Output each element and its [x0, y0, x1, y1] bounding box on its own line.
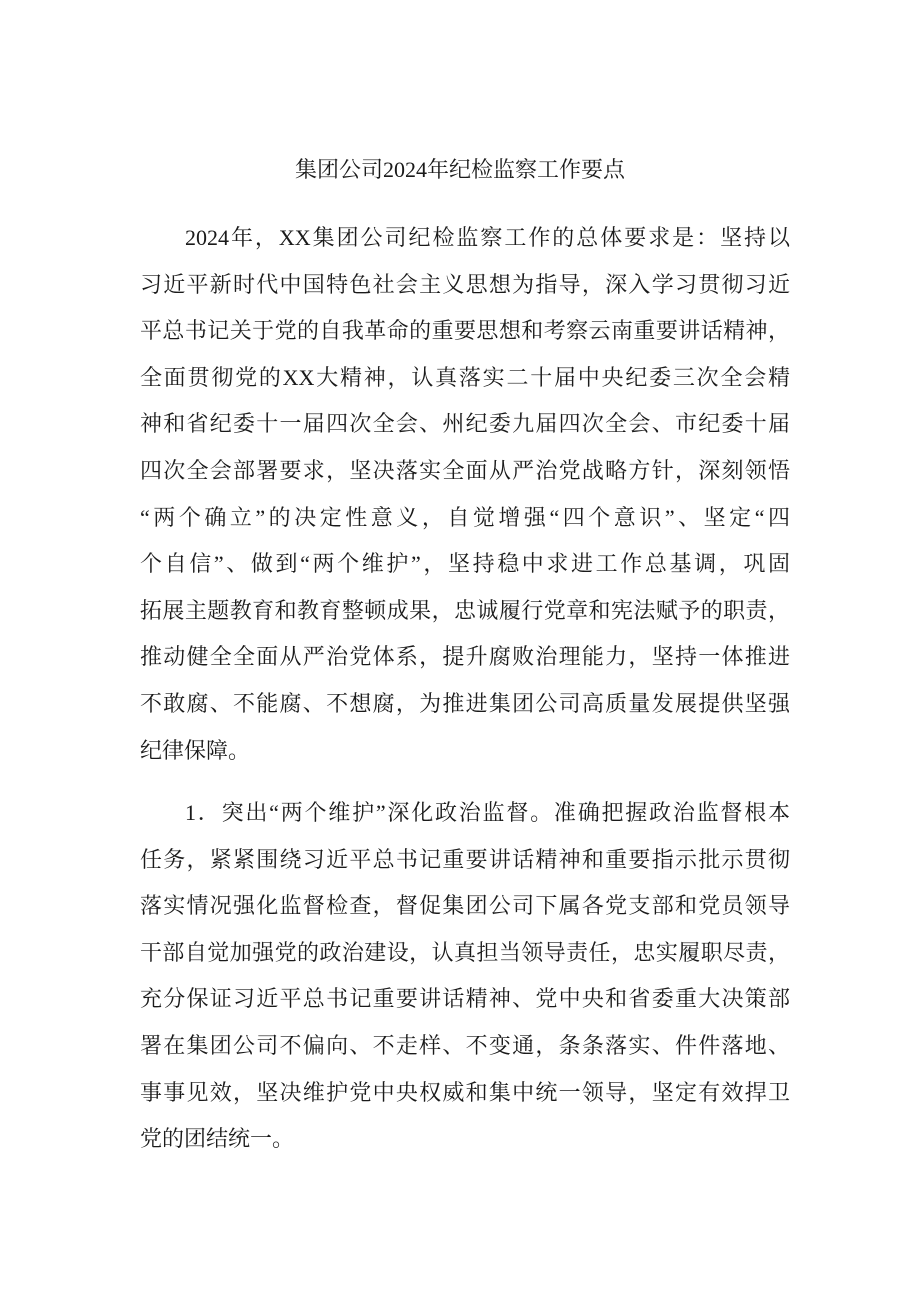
paragraph-line: 拓展主题教育和教育整顿成果，忠诚履行党章和宪法赋予的职责，	[140, 597, 790, 623]
paragraph-line: 2024年，XX集团公司纪检监察工作的总体要求是：坚持以	[185, 225, 790, 250]
paragraph-line: 神和省纪委十一届四次全会、州纪委九届四次全会、市纪委十届	[140, 411, 790, 437]
paragraph-line: 充分保证习近平总书记重要讲话精神、党中央和省委重大决策部	[140, 986, 790, 1012]
paragraph-line: 不敢腐、不能腐、不想腐，为推进集团公司高质量发展提供坚强	[140, 690, 790, 716]
paragraph-political-supervision	[140, 790, 790, 1163]
paragraph-line: 任务，紧紧围绕习近平总书记重要讲话精神和重要指示批示贯彻	[140, 846, 790, 872]
paragraph-line: 党的团结统一。	[140, 1126, 295, 1152]
paragraph-line: 落实情况强化监督检查，督促集团公司下属各党支部和党员领导	[140, 893, 790, 919]
paragraph-line: 习近平新时代中国特色社会主义思想为指导，深入学习贯彻习近	[140, 271, 790, 297]
paragraph-line: “两个确立”的决定性意义，自觉增强“四个意识”、坚定“四	[140, 504, 790, 530]
paragraph-line: 事事见效，坚决维护党中央权威和集中统一领导，坚定有效捍卫	[140, 1079, 790, 1105]
paragraph-line: 干部自觉加强党的政治建设，认真担当领导责任，忠实履职尽责，	[140, 939, 790, 965]
paragraph-line: 个自信”、做到“两个维护”，坚持稳中求进工作总基调，巩固	[140, 551, 790, 577]
paragraph-line: 推动健全全面从严治党体系，提升腐败治理能力，坚持一体推进	[140, 644, 790, 670]
paragraph-line: 署在集团公司不偏向、不走样、不变通，条条落实、件件落地、	[140, 1032, 790, 1058]
paragraph-line: 1．突出“两个维护”深化政治监督。准确把握政治监督根本	[185, 800, 790, 825]
paragraph-line: 纪律保障。	[140, 737, 251, 763]
document-title: 集团公司2024年纪检监察工作要点	[294, 157, 625, 182]
paragraph-line: 平总书记关于党的自我革命的重要思想和考察云南重要讲话精神，	[140, 318, 790, 344]
paragraph-line: 全面贯彻党的XX大精神，认真落实二十届中央纪委三次全会精	[140, 364, 790, 390]
paragraph-line: 四次全会部署要求，坚决落实全面从严治党战略方针，深刻领悟	[140, 457, 790, 483]
paragraph-general-requirements	[140, 215, 790, 774]
